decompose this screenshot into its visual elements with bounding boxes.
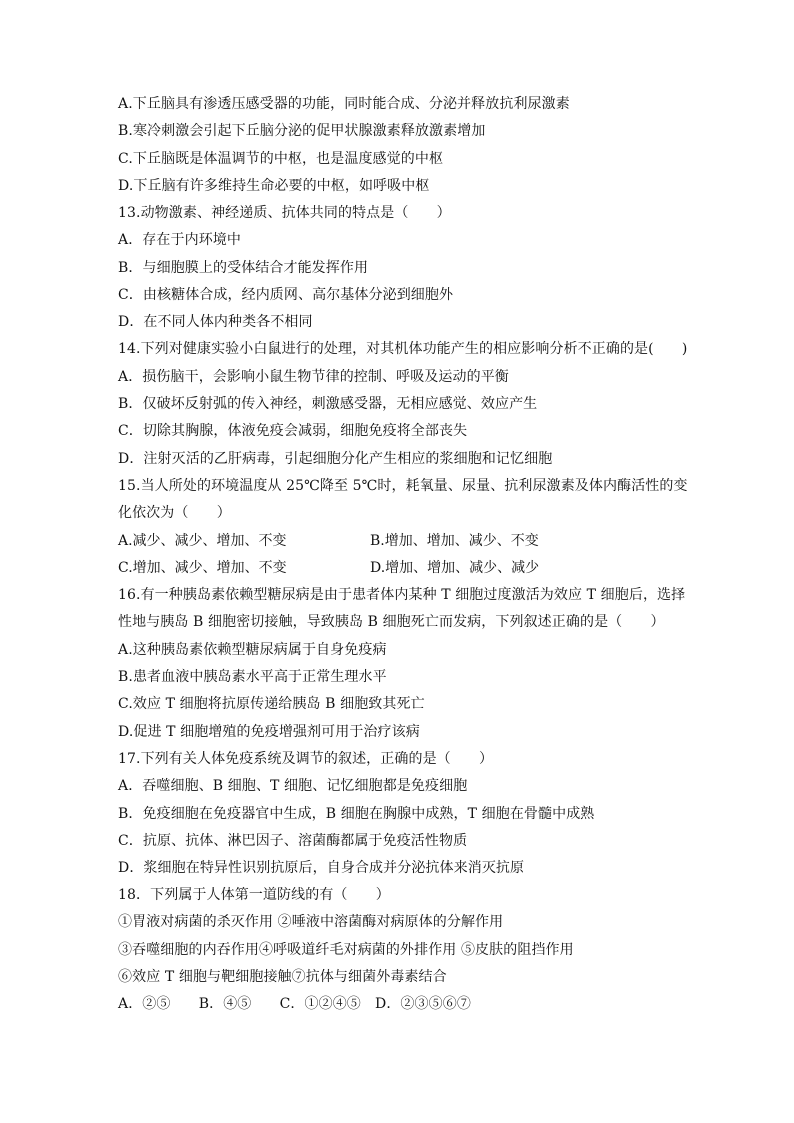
q16-option-b: B.患者血液中胰岛素水平高于正常生理水平: [118, 669, 387, 685]
q15-stem-line2: 化依次为（ ）: [118, 505, 231, 521]
q16-option-c: C.效应 T 细胞将抗原传递给胰岛 B 细胞致其死亡: [118, 696, 425, 712]
q18-stem: 18．下列属于人体第一道防线的有（ ）: [118, 887, 390, 903]
q18-answers: A．②⑤ B．④⑤ C．①②④⑤ D．②③⑤⑥⑦: [118, 996, 471, 1012]
q12-option-b: B.寒冷刺激会引起下丘脑分泌的促甲状腺激素释放激素增加: [118, 123, 486, 139]
q13-option-d: D．在不同人体内种类各不相同: [118, 314, 313, 330]
q14-stem: 14.下列对健康实验小白鼠进行的处理，对其机体功能产生的相应影响分析不正确的是( ): [118, 341, 688, 357]
q17-option-b: B．免疫细胞在免疫器官中生成，B 细胞在胸腺中成熟，T 细胞在骨髓中成熟: [118, 806, 595, 822]
q14-option-c: C．切除其胸腺，体液免疫会减弱，细胞免疫将全部丧失: [118, 423, 468, 439]
q15-option-c: C.增加、减少、增加、不变: [118, 560, 287, 576]
q15-option-a: A.减少、减少、增加、不变: [118, 533, 287, 549]
q17-option-c: C．抗原、抗体、淋巴因子、溶菌酶都属于免疫活性物质: [118, 833, 468, 849]
q16-option-a: A.这种胰岛素依赖型糖尿病属于自身免疫病: [118, 642, 387, 658]
q18-items-line1: ①胃液对病菌的杀灭作用 ②唾液中溶菌酶对病原体的分解作用: [118, 914, 504, 930]
q13-option-a: A．存在于内环境中: [118, 232, 242, 248]
q18-items-line2: ③吞噬细胞的内吞作用④呼吸道纤毛对病菌的外排作用 ⑤皮肤的阻挡作用: [118, 942, 574, 958]
q14-option-a: A．损伤脑干，会影响小鼠生物节律的控制、呼吸及运动的平衡: [118, 369, 509, 385]
q12-option-c: C.下丘脑既是体温调节的中枢，也是温度感觉的中枢: [118, 151, 444, 167]
q17-option-a: A．吞噬细胞、B 细胞、T 细胞、记忆细胞都是免疫细胞: [118, 778, 468, 794]
q16-option-d: D.促进 T 细胞增殖的免疫增强剂可用于治疗该病: [118, 724, 420, 740]
q13-option-b: B．与细胞膜上的受体结合才能发挥作用: [118, 260, 369, 276]
q14-option-d: D．注射灭活的乙肝病毒，引起细胞分化产生相应的浆细胞和记忆细胞: [118, 451, 553, 467]
q15-stem-line1: 15.当人所处的环境温度从 25℃降至 5℃时，耗氧量、尿量、抗利尿激素及体内酶活性的变: [118, 478, 688, 494]
q18-items-line3: ⑥效应 T 细胞与靶细胞接触⑦抗体与细菌外毒素结合: [118, 969, 447, 985]
q16-stem-line2: 性地与胰岛 B 细胞密切接触，导致胰岛 B 细胞死亡而发病，下列叙述正确的是（ ）: [118, 614, 665, 630]
q14-option-b: B．仅破坏反射弧的传入神经，刺激感受器，无相应感觉、效应产生: [118, 396, 538, 412]
q15-option-d: D.增加、增加、减少、减少: [370, 560, 540, 576]
q16-stem-line1: 16.有一种胰岛素依赖型糖尿病是由于患者体内某种 T 细胞过度激活为效应 T 细胞后，选择: [118, 587, 686, 603]
q15-option-b: B.增加、增加、减少、不变: [370, 533, 539, 549]
q13-option-c: C．由核糖体合成，经内质网、高尔基体分泌到细胞外: [118, 287, 454, 303]
q17-option-d: D．浆细胞在特异性识别抗原后，自身合成并分泌抗体来消灭抗原: [118, 860, 525, 876]
q12-option-a: A.下丘脑具有渗透压感受器的功能，同时能合成、分泌并释放抗利尿激素: [118, 96, 570, 112]
q17-stem: 17.下列有关人体免疫系统及调节的叙述，正确的是（ ）: [118, 751, 494, 767]
q13-stem: 13.动物激素、神经递质、抗体共同的特点是（ ）: [118, 205, 451, 221]
q12-option-d: D.下丘脑有许多维持生命必要的中枢，如呼吸中枢: [118, 178, 430, 194]
